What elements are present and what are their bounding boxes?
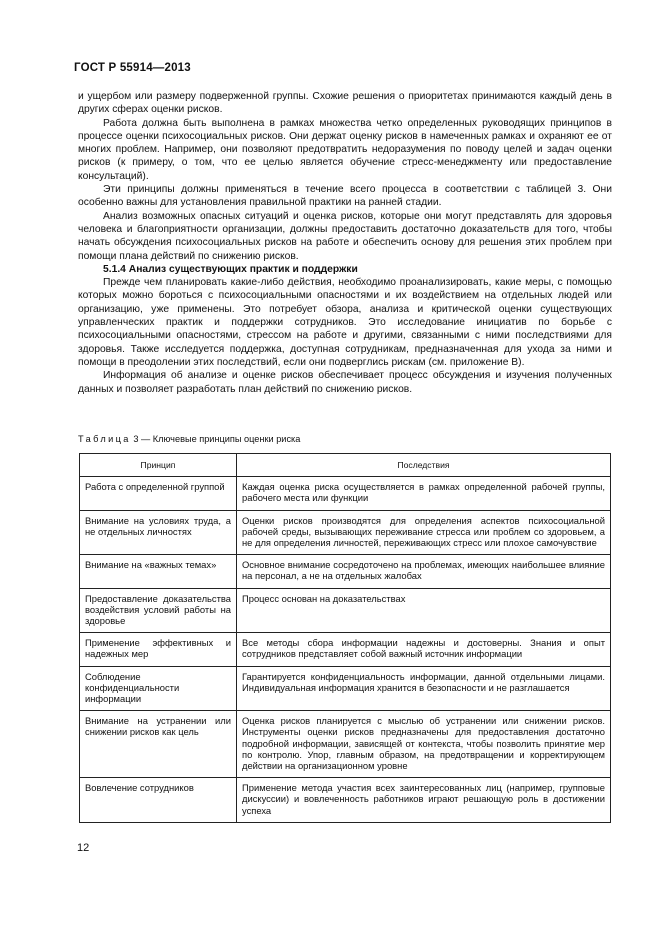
table-row [80, 477, 611, 510]
principle-cell: Применение эффективных и надежных мер [80, 633, 237, 666]
principle-cell: Внимание на устранении или снижении рисков как цель [80, 711, 237, 778]
consequence-cell: Каждая оценка риска осуществляется в рамках определенной рабочей группы, рабочего места или функции [237, 477, 611, 510]
paragraph: Прежде чем планировать какие-либо действия, необходимо проанализировать, какие меры, с помощью которых можно бороться с психосоциальными опасностями и их воздействием на отдельных людей или организацию, уже применены. Это потребует обзора, анализа и критической оценки существующих управленческих практик и поддержки сотрудников. Это исследование инициатив по борьбе с психосоциальными опасностями, стрессом на работе и другими, связанными с ними последствиями для здоровья. Также исследуется поддержка, доступная сотрудникам, предназначенная для ухода за ними и помощи в преодолении этих последствий, если они подверглись рискам (см. приложение В). [78, 277, 612, 368]
section-heading: 5.1.4 Анализ существующих практик и поддержки [103, 263, 358, 275]
principle-cell: Предоставление доказательства воздействия условий работы на здоровье [80, 588, 237, 633]
consequence-cell: Процесс основан на доказательствах [237, 588, 611, 633]
principle-cell: Внимание на «важных темах» [80, 555, 237, 588]
consequence-cell: Все методы сбора информации надежны и достоверны. Знания и опыт сотрудников представляет собой важный источник информации [237, 633, 611, 666]
table-row [80, 711, 611, 778]
consequence-cell: Оценка рисков планируется с мыслью об устранении или снижении рисков. Инструменты оценки рисков предназначены для предоставления достаточно подробной информации, зависящей от контекста, чтобы позволить принятие мер по контролю. Упор, главным образом, на предотвращении и корректирующем действии на организационном уровне [237, 711, 611, 778]
table-row [80, 633, 611, 666]
principles-table [79, 453, 611, 823]
consequence-cell: Основное внимание сосредоточено на проблемах, имеющих наибольшее влияние на персонал, а не на отдельных жалобах [237, 555, 611, 588]
table-caption-text: 3 — Ключевые принципы оценки риска [130, 434, 301, 444]
principle-cell: Работа с определенной группой [80, 477, 237, 510]
consequence-cell: Применение метода участия всех заинтересованных лиц (например, групповые дискуссии) и вовлеченность работников играют решающую роль в достижении успеха [237, 778, 611, 823]
paragraph: Анализ возможных опасных ситуаций и оценка рисков, которые они могут представлять для здоровья человека и благоприятности организации, должны предоставить достаточно доказательств для того, чтобы начать обсуждения психосоциальных рисков на работе и обеспечить основу для решения этих проблем при помощи плана действий по снижению рисков. [78, 210, 612, 262]
table-row [80, 588, 611, 633]
paragraph: и ущербом или размеру подверженной группы. Схожие решения о приоритетах принимаются каждый день в других сферах оценки рисков. [78, 91, 612, 116]
document-code: ГОСТ Р 55914—2013 [74, 62, 191, 74]
consequence-cell: Оценки рисков производятся для определения аспектов психосоциальной рабочей среды, вызывающих переживание стресса или проблем со здоровьем, а не для определения личностей, переживающих стресс или плохое самочувствие [237, 510, 611, 555]
table-row [80, 510, 611, 555]
column-header-principle: Принцип [80, 454, 237, 477]
table-caption [78, 434, 300, 444]
consequence-cell: Гарантируется конфиденциальность информации, данной отдельными лицами. Индивидуальная информация хранится в безопасности и не разглашается [237, 666, 611, 711]
table-row [80, 778, 611, 823]
principle-cell: Соблюдение конфиденциальности информации [80, 666, 237, 711]
paragraph: Эти принципы должны применяться в течение всего процесса в соответствии с таблицей 3. Они особенно важны для установления правильной практики на ранней стадии. [78, 184, 612, 209]
principle-cell: Вовлечение сотрудников [80, 778, 237, 823]
table-header-row [80, 454, 611, 477]
body-text [78, 90, 612, 396]
table-caption-label: Таблица [78, 434, 131, 444]
paragraph: Работа должна быть выполнена в рамках множества четко определенных руководящих принципов в процессе оценки психосоциальных рисков. Они держат оценку рисков в намеченных рамках и охраняют ее от многих проблем. Например, они позволяют предотвратить недоразумения по поводу целей и задач оценки рисков (к примеру, о том, что ее целью является обучение стресс-менеджменту или предоставление консультаций). [78, 117, 612, 182]
paragraph: Информация об анализе и оценке рисков обеспечивает процесс обсуждения и изучения полученных данных и позволяет разработать план действий по снижению рисков. [78, 370, 612, 395]
page-number: 12 [77, 842, 90, 854]
principle-cell: Внимание на условиях труда, а не отдельных личностях [80, 510, 237, 555]
column-header-consequence: Последствия [237, 454, 611, 477]
table-row [80, 555, 611, 588]
table-row [80, 666, 611, 711]
